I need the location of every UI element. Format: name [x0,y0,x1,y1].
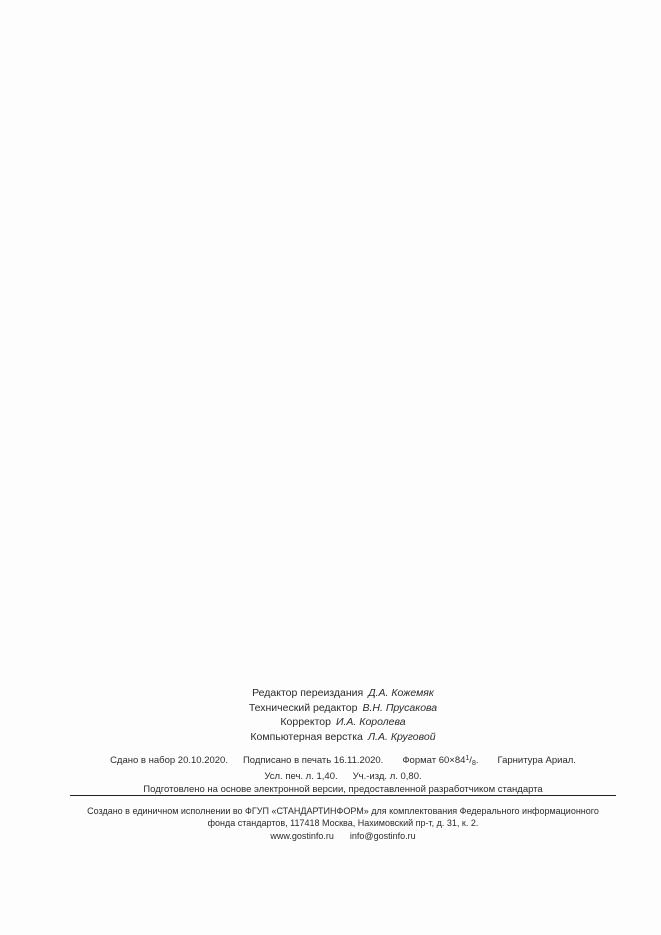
editor-row-layout [70,730,616,745]
publisher-line-1: Создано в единичном исполнении во ФГУП «СТАНДАРТИНФОРМ» для комплектования Федерального информационного [87,806,599,816]
publisher-website: www.gostinfo.ru [270,830,334,841]
format-period: . [475,755,479,766]
footer-divider-rule [70,795,616,796]
format-subscript: 8 [471,760,476,767]
imprint-sdano: Сдано в набор 20.10.2020. [110,755,228,766]
publisher-block [70,805,616,842]
publisher-line-2: фонда стандартов, 117418 Москва, Нахимовский пр-т, д. 31, к. 2. [207,818,479,829]
editors-block [70,686,616,744]
imprint-prepared-note: Подготовлено на основе электронной версии, предоставленной разработчиком стандарта [143,784,543,796]
editor-name: И.А. Королева [335,716,406,729]
imprint-block [70,752,616,797]
publisher-email: info@gostinfo.ru [349,830,416,841]
editor-row-reissue [70,686,616,701]
editor-row-technical [70,701,616,716]
editor-label: Корректор [280,716,331,729]
format-superscript: 1 [465,755,470,762]
format-slash: / [469,755,472,766]
editor-name: Л.А. Круговой [367,730,436,743]
editor-row-corrector [70,715,616,730]
imprint-line-1 [70,752,616,770]
imprint-garnitura: Гарнитура Ариал. [497,755,576,766]
editor-label: Компьютерная верстка [250,730,363,743]
editor-label: Редактор переиздания [252,687,364,699]
imprint-format: Формат $60\times 84^1/_8$. [402,755,479,767]
editor-label: Технический редактор [248,701,358,714]
publisher-contacts [70,830,616,842]
imprint-uch-izd: Уч.-изд. л. 0,80. [352,771,422,783]
imprint-usl-pech: Усл. печ. л. 1,40. [264,771,338,783]
editor-name: В.Н. Прусакова [362,701,438,714]
editor-name: Д.А. Кожемяк [368,687,434,699]
imprint-podpisano: Подписано в печать 16.11.2020. [242,755,384,766]
imprint-line-2 [70,770,616,783]
